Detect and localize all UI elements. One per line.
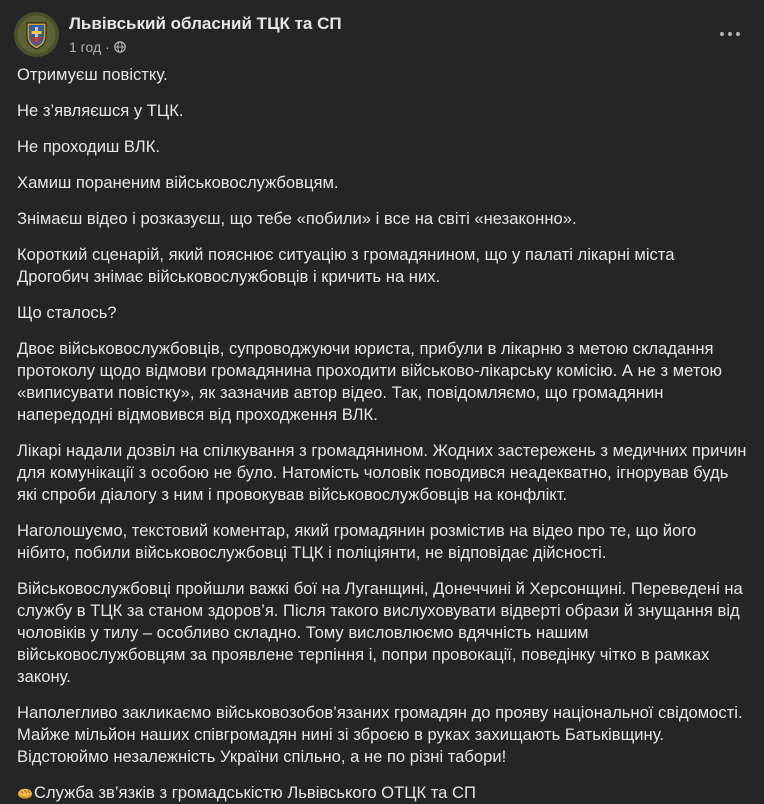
post-body <box>17 64 747 804</box>
post-paragraph: Наголошуємо, текстовий коментар, який громадянин розмістив на відео про те, що його нібито, побили військовослужбовці ТЦК і поліціянти, не відповідає дійсності. <box>17 521 697 562</box>
post-header <box>14 12 750 60</box>
post-paragraph: Хамиш пораненим військовослужбовцям. <box>17 173 339 192</box>
post-meta <box>69 39 126 55</box>
post-paragraph: Короткий сценарій, який пояснює ситуацію з громадянином, що у палаті лікарні міста Дрогобич знімає військовослужбовців і кричить на них. <box>17 245 675 286</box>
post-paragraph: Двоє військовослужбовців, супроводжуючи юриста, прибули в лікарню з метою складання протоколу щодо відмови громадянина проходити військово-лікарську комісію. А не з метою «виписувати повістку», як зазначив автор відео. Так, повідомляємо, що громадянин напередодні відмовився від проходження ВЛК. <box>17 339 722 424</box>
post-paragraph: Не з’являєшся у ТЦК. <box>17 101 184 120</box>
post-paragraph: Знімаєш відео і розказуєш, що тебе «побили» і все на світі «незаконно». <box>17 209 577 228</box>
post-signature <box>17 782 747 804</box>
post-paragraph: Лікарі надали дозвіл на спілкування з громадянином. Жодних застережень з медичних причин для комунікації з особою не було. Натомість чоловік поводився неадекватно, ігнорував будь які спроби діалогу з ним і провокував військовослужбовців на конфлікт. <box>17 441 747 504</box>
more-options-button[interactable] <box>718 22 746 46</box>
coat-of-arms-icon <box>14 12 59 57</box>
post-paragraph: Військовослужбовці пройшли важкі бої на Луганщині, Донеччині й Херсонщині. Переведені на службу в ТЦК за станом здоров’я. Після такого вислуховувати відверті образи й знущання від чоловіків у тилу – особливо складно. Тому висловлюємо вдячність нашим військовослужбовцям за проявлене терпіння і, попри провокації, поведінку чітко в рамках закону. <box>17 579 743 686</box>
post-timestamp[interactable]: 1 год <box>69 39 102 55</box>
page-avatar[interactable] <box>14 12 59 57</box>
signature-text: Служба зв’язків з громадськістю Львівського ОТЦК та СП <box>34 783 476 802</box>
meta-separator: · <box>105 39 110 55</box>
post-paragraph: Отримуєш повістку. <box>17 65 168 84</box>
post-paragraph: Що сталось? <box>17 303 117 322</box>
bread-icon <box>17 784 33 800</box>
more-dot <box>728 32 732 36</box>
post-paragraph: Наполегливо закликаємо військовозобов’язаних громадян до прояву національної свідомості. Майже мільйон наших співгромадян нині зі зброєю в руках захищають Батьківщину. Відстоюймо незалежність України спільно, а не по різні табори! <box>17 703 743 766</box>
more-dot <box>736 32 740 36</box>
globe-icon[interactable] <box>114 41 126 53</box>
more-horizontal-icon <box>720 32 724 36</box>
page-name-link[interactable]: Львівський обласний ТЦК та СП <box>69 14 342 33</box>
post-paragraph: Не проходиш ВЛК. <box>17 137 160 156</box>
